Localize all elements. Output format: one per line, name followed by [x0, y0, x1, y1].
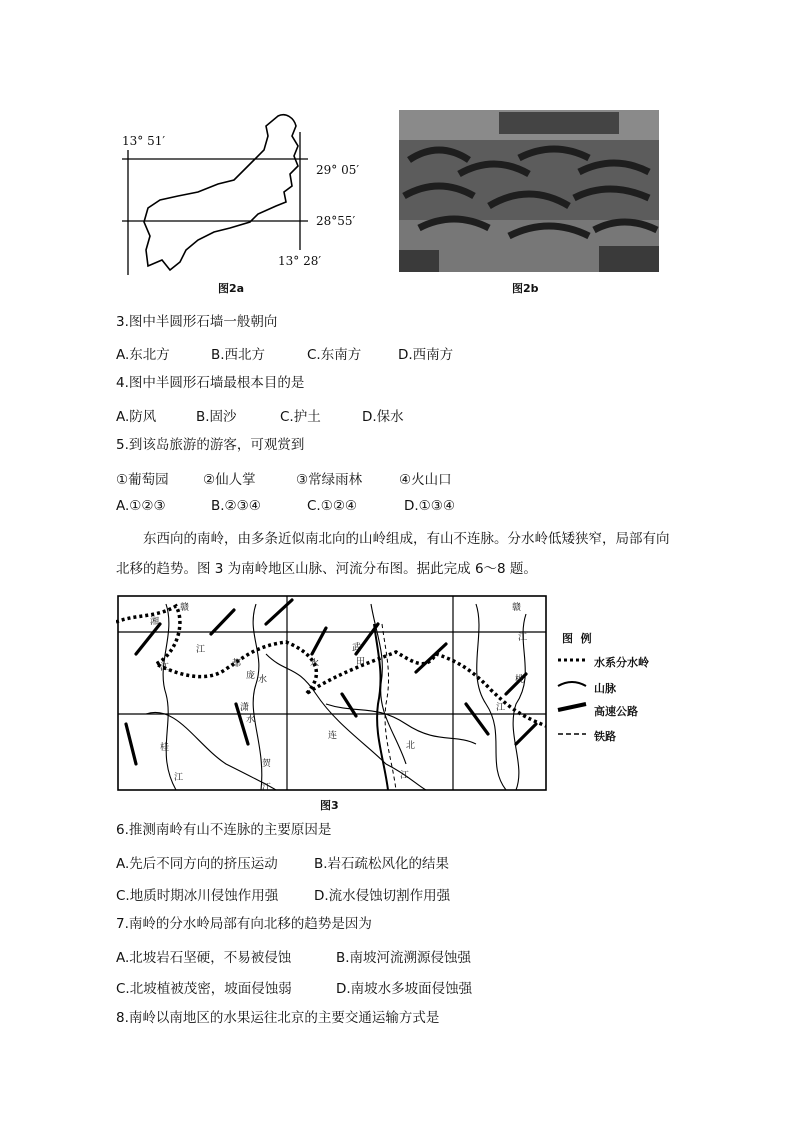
- figure-2b-photo: [399, 110, 659, 272]
- q5-option-d: D.①③④: [404, 498, 455, 514]
- fig3-legend-title: 图 例: [562, 632, 592, 645]
- q3-option-c: C.东南方: [307, 347, 362, 363]
- fig3-legend-highway: 高速公路: [594, 705, 638, 718]
- q7-option-a: A.北坡岩石坚硬，不易被侵蚀: [116, 950, 292, 966]
- q7-option-c: C.北坡植被茂密，坡面侵蚀弱: [116, 981, 292, 997]
- fig3-label-8: 潇: [240, 703, 250, 713]
- q7-option-d: D.南坡水多坡面侵蚀强: [336, 981, 473, 997]
- fig3-label-9: 水: [246, 715, 256, 725]
- fig3-label-10: 桂: [160, 743, 170, 753]
- fig3-label-4: 江: [160, 663, 170, 673]
- q3-option-d: D.西南方: [398, 347, 454, 363]
- q4-option-b: B.固沙: [196, 409, 237, 425]
- q4-option-c: C.护土: [280, 409, 321, 425]
- fig3-legend-railway: 铁路: [594, 730, 616, 743]
- fig3-label-11: 江: [174, 773, 184, 783]
- q5-option-b: B.②③④: [211, 498, 261, 514]
- fig2a-lat-bottom: 28°55′: [316, 214, 356, 228]
- q8-stem: 8.南岭以南地区的水果运往北京的主要交通运输方式是: [116, 1010, 440, 1026]
- fig3-caption: 图3: [320, 799, 339, 812]
- q5-option-c: C.①②④: [307, 498, 358, 514]
- fig2a-lon-bottom: 13° 28′: [278, 254, 322, 268]
- fig3-label-13: 江: [262, 783, 272, 793]
- q6-option-b: B.岩石疏松风化的结果: [314, 856, 450, 872]
- intro-paragraph: 东西向的南岭，由多条近似南北向的山岭组成，有山不连脉。分水岭低矮狭窄，局部有向北移的趋势。图 3 为南岭地区山脉、河流分布图。据此完成 6～8 题。: [116, 531, 670, 577]
- fig3-label-14: 连: [328, 731, 338, 741]
- q7-stem: 7.南岭的分水岭局部有向北移的趋势是因为: [116, 916, 372, 932]
- q5-option-a: A.①②③: [116, 498, 166, 514]
- q5-item-3: ③常绿雨林: [296, 472, 363, 488]
- q4-option-a: A.防风: [116, 409, 157, 425]
- q3-option-b: B.西北方: [211, 347, 266, 363]
- fig3-label-19: 水: [310, 659, 320, 669]
- q4-option-d: D.保水: [362, 409, 404, 425]
- fig3-label-20: 赣: [512, 603, 522, 613]
- fig3-label-7: 水: [258, 675, 268, 685]
- fig2b-caption: 图2b: [512, 282, 539, 295]
- fig3-label-17: 田: [356, 657, 366, 667]
- fig3-label-18: 武: [352, 643, 362, 653]
- fig2a-caption: 图2a: [218, 282, 245, 295]
- fig2a-lat-top: 29° 05′: [316, 163, 360, 177]
- fig2a-lon-left: 13° 51′: [122, 134, 166, 148]
- q3-option-a: A.东北方: [116, 347, 170, 363]
- q6-option-c: C.地质时期冰川侵蚀作用强: [116, 888, 279, 904]
- fig3-label-21: 江: [518, 633, 528, 643]
- fig3-legend-mountain: 山脉: [594, 682, 616, 695]
- q5-item-1: ①葡萄园: [116, 472, 169, 488]
- fig3-label-12: 贺: [262, 759, 272, 769]
- q5-stem: 5.到该岛旅游的游客，可观赏到: [116, 437, 305, 453]
- q6-option-a: A.先后不同方向的挤压运动: [116, 856, 278, 872]
- q3-stem: 3.图中半圆形石墙一般朝向: [116, 314, 278, 330]
- fig3-label-2: 湘: [150, 617, 160, 627]
- fig3-label-6: 庞: [246, 671, 256, 681]
- fig3-label-5: 都: [232, 659, 242, 669]
- q5-item-4: ④火山口: [399, 472, 452, 488]
- q4-stem: 4.图中半圆形石墙最根本目的是: [116, 375, 305, 391]
- figure-3-map: [116, 594, 672, 794]
- fig3-label-23: 江: [496, 703, 506, 713]
- fig3-label-22: 桃: [515, 675, 525, 685]
- fig3-legend-divide: 水系分水岭: [594, 656, 649, 669]
- q5-item-2: ②仙人掌: [203, 472, 256, 488]
- q7-option-b: B.南坡河流溯源侵蚀强: [336, 950, 472, 966]
- fig3-label-1: 赣: [180, 603, 190, 613]
- q6-stem: 6.推测南岭有山不连脉的主要原因是: [116, 822, 332, 838]
- q6-option-d: D.流水侵蚀切割作用强: [314, 888, 451, 904]
- fig3-label-16: 江: [400, 771, 410, 781]
- fig3-label-15: 北: [406, 741, 416, 751]
- fig3-label-3: 江: [196, 645, 206, 655]
